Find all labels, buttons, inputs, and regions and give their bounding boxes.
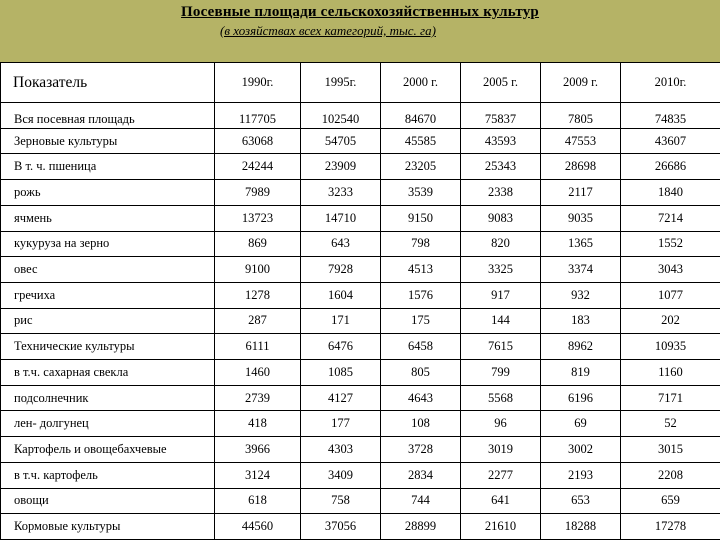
value-cell: 641 [461,488,541,514]
value-cell: 108 [381,411,461,437]
value-cell: 820 [461,231,541,257]
value-cell: 3124 [215,462,301,488]
value-cell: 26686 [621,154,720,180]
value-cell: 643 [301,231,381,257]
value-cell: 869 [215,231,301,257]
table-row [1,334,720,360]
table-row [1,462,720,488]
value-cell: 43607 [621,128,720,154]
value-cell: 102540 [301,103,381,129]
value-cell: 6196 [541,385,621,411]
value-cell: 744 [381,488,461,514]
value-cell: 659 [621,488,720,514]
value-cell: 4643 [381,385,461,411]
table-body [1,103,720,540]
value-cell: 84670 [381,103,461,129]
value-cell: 3966 [215,437,301,463]
row-label-cell: рис [1,308,215,334]
value-cell: 10935 [621,334,720,360]
row-label-cell: гречиха [1,282,215,308]
value-cell: 37056 [301,514,381,540]
table-row [1,257,720,283]
table-row [1,154,720,180]
value-cell: 52 [621,411,720,437]
value-cell: 287 [215,308,301,334]
value-cell: 28899 [381,514,461,540]
value-cell: 177 [301,411,381,437]
row-label-cell: Картофель и овощебахчевые [1,437,215,463]
value-cell: 1840 [621,180,720,206]
value-cell: 798 [381,231,461,257]
crop-area-table [0,62,720,540]
value-cell: 25343 [461,154,541,180]
value-cell: 3728 [381,437,461,463]
table-row [1,411,720,437]
row-label-cell: овощи [1,488,215,514]
value-cell: 1160 [621,360,720,386]
value-cell: 144 [461,308,541,334]
table-header-row [1,63,720,103]
value-cell: 3015 [621,437,720,463]
column-header: 2005 г. [461,63,541,103]
value-cell: 28698 [541,154,621,180]
table-row [1,488,720,514]
value-cell: 9100 [215,257,301,283]
value-cell: 202 [621,308,720,334]
value-cell: 13723 [215,205,301,231]
value-cell: 6476 [301,334,381,360]
value-cell: 2338 [461,180,541,206]
value-cell: 63068 [215,128,301,154]
value-cell: 618 [215,488,301,514]
value-cell: 2117 [541,180,621,206]
value-cell: 2834 [381,462,461,488]
value-cell: 183 [541,308,621,334]
value-cell: 9035 [541,205,621,231]
value-cell: 3002 [541,437,621,463]
value-cell: 758 [301,488,381,514]
value-cell: 4513 [381,257,461,283]
value-cell: 3233 [301,180,381,206]
table-row [1,103,720,129]
row-label-cell: подсолнечник [1,385,215,411]
column-header: 2010г. [621,63,720,103]
page-subtitle: (в хозяйствах всех категорий, тыс. га) [220,23,436,38]
value-cell: 21610 [461,514,541,540]
row-label-cell: Кормовые культуры [1,514,215,540]
row-label-cell: в т.ч. картофель [1,462,215,488]
table-row [1,308,720,334]
table-row [1,437,720,463]
value-cell: 1604 [301,282,381,308]
value-cell: 44560 [215,514,301,540]
value-cell: 24244 [215,154,301,180]
value-cell: 1576 [381,282,461,308]
value-cell: 54705 [301,128,381,154]
value-cell: 1460 [215,360,301,386]
value-cell: 2193 [541,462,621,488]
value-cell: 7615 [461,334,541,360]
value-cell: 6111 [215,334,301,360]
row-label-cell: В т. ч. пшеница [1,154,215,180]
value-cell: 7805 [541,103,621,129]
column-header: 2000 г. [381,63,461,103]
column-header: 1995г. [301,63,381,103]
value-cell: 45585 [381,128,461,154]
value-cell: 4127 [301,385,381,411]
value-cell: 9150 [381,205,461,231]
value-cell: 3539 [381,180,461,206]
value-cell: 47553 [541,128,621,154]
row-label-cell: Зерновые культуры [1,128,215,154]
value-cell: 4303 [301,437,381,463]
row-label-cell: рожь [1,180,215,206]
value-cell: 74835 [621,103,720,129]
value-cell: 805 [381,360,461,386]
value-cell: 117705 [215,103,301,129]
row-label-cell: овес [1,257,215,283]
value-cell: 2739 [215,385,301,411]
value-cell: 3325 [461,257,541,283]
value-cell: 3043 [621,257,720,283]
table-row [1,128,720,154]
value-cell: 175 [381,308,461,334]
value-cell: 7928 [301,257,381,283]
value-cell: 653 [541,488,621,514]
value-cell: 1552 [621,231,720,257]
value-cell: 43593 [461,128,541,154]
value-cell: 69 [541,411,621,437]
value-cell: 8962 [541,334,621,360]
value-cell: 7214 [621,205,720,231]
value-cell: 799 [461,360,541,386]
table-row [1,205,720,231]
value-cell: 75837 [461,103,541,129]
value-cell: 17278 [621,514,720,540]
value-cell: 23205 [381,154,461,180]
row-label-cell: лен- долгунец [1,411,215,437]
row-label-cell: кукуруза на зерно [1,231,215,257]
column-header: 1990г. [215,63,301,103]
value-cell: 917 [461,282,541,308]
table-row [1,180,720,206]
row-label-cell: ячмень [1,205,215,231]
table-row [1,282,720,308]
table-row [1,385,720,411]
row-label-cell: в т.ч. сахарная свекла [1,360,215,386]
value-cell: 1365 [541,231,621,257]
value-cell: 418 [215,411,301,437]
value-cell: 3374 [541,257,621,283]
table-row [1,514,720,540]
value-cell: 1077 [621,282,720,308]
value-cell: 2208 [621,462,720,488]
table-row [1,231,720,257]
value-cell: 932 [541,282,621,308]
value-cell: 96 [461,411,541,437]
value-cell: 171 [301,308,381,334]
value-cell: 3019 [461,437,541,463]
value-cell: 3409 [301,462,381,488]
value-cell: 7989 [215,180,301,206]
table-row [1,360,720,386]
value-cell: 1278 [215,282,301,308]
value-cell: 7171 [621,385,720,411]
value-cell: 5568 [461,385,541,411]
value-cell: 23909 [301,154,381,180]
value-cell: 2277 [461,462,541,488]
column-header: Показатель [1,63,215,103]
row-label-cell: Вся посевная площадь [1,103,215,129]
value-cell: 14710 [301,205,381,231]
page-title: Посевные площади сельскохозяйственных культур [181,4,539,20]
value-cell: 819 [541,360,621,386]
column-header: 2009 г. [541,63,621,103]
value-cell: 9083 [461,205,541,231]
row-label-cell: Технические культуры [1,334,215,360]
value-cell: 1085 [301,360,381,386]
value-cell: 6458 [381,334,461,360]
value-cell: 18288 [541,514,621,540]
